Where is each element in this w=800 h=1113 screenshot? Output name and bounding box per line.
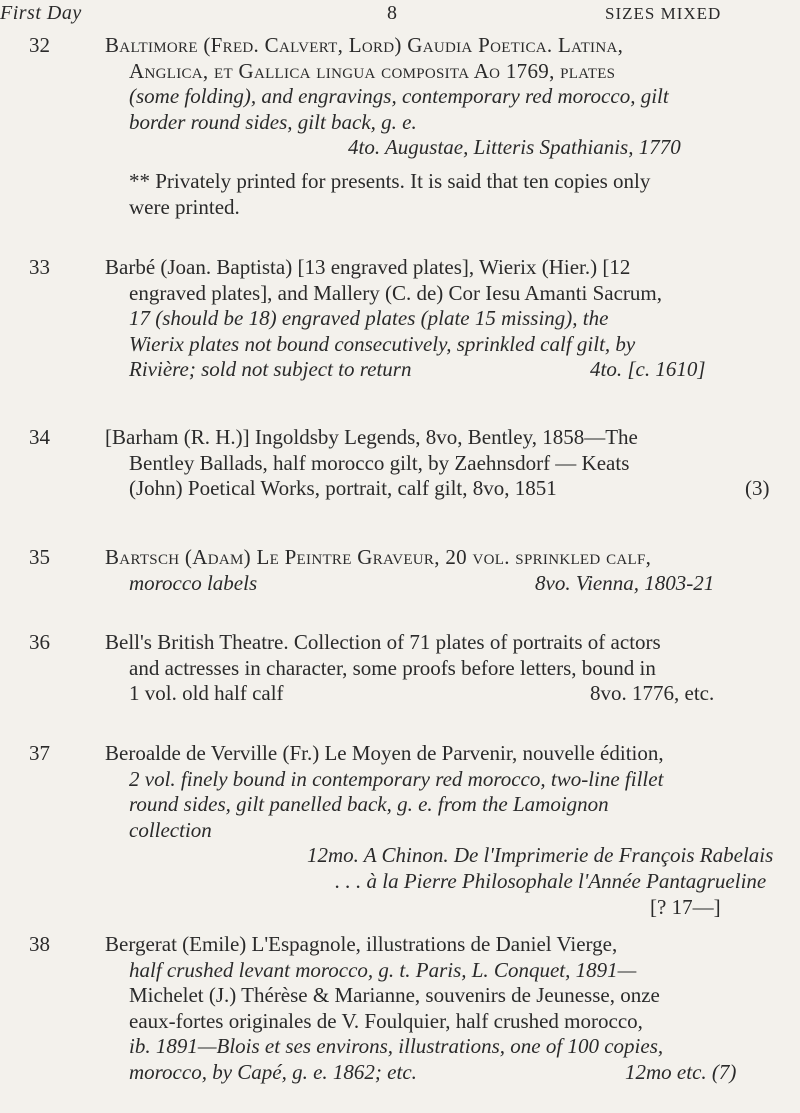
lot-line: ib. 1891—Blois et ses environs, illustrations, one of 100 copies, [129, 1034, 664, 1059]
lot-line-text: Rivière; sold not subject to return [129, 357, 412, 382]
lot-line [105, 476, 780, 502]
lot-line-text: morocco, by Capé, g. e. 1862; etc. [129, 1059, 417, 1084]
lot-line: 2 vol. finely bound in contemporary red morocco, two-line fillet [129, 766, 664, 791]
lot-line-text: morocco labels [129, 570, 258, 595]
lot-number: 32 [29, 33, 50, 57]
lot-date: [? 17—] [650, 894, 721, 919]
lot-line: Bergerat (Emile) L'Espagnole, illustrations de Daniel Vierge, [105, 932, 618, 956]
lot-line: Barbé (Joan. Baptista) [13 engraved plates], Wierix (Hier.) [12 [105, 255, 631, 279]
lot-number: 35 [29, 545, 50, 569]
lot-imprint: 12mo. A Chinon. De l'Imprimerie de François Rabelais [307, 843, 774, 868]
lot-imprint: 8vo. 1776, etc. [590, 681, 715, 706]
lot-description [105, 630, 780, 707]
lot-imprint: 8vo. Vienna, 1803-21 [535, 570, 715, 595]
lot-description [105, 545, 780, 596]
running-header [0, 0, 800, 30]
lot-number: 33 [29, 255, 50, 279]
lot-line: and actresses in character, some proofs before letters, bound in [129, 655, 656, 680]
lot-line: Michelet (J.) Thérèse & Marianne, souvenirs de Jeunesse, onze [129, 983, 660, 1008]
lot-line [105, 357, 780, 383]
lot-number: 38 [29, 932, 50, 956]
lot-line: 17 (should be 18) engraved plates (plate 15 missing), the [129, 306, 609, 331]
lot-description [105, 33, 780, 220]
lot-imprint: 12mo etc. (7) [625, 1059, 737, 1084]
lot-line: Bartsch (Adam) Le Peintre Graveur, 20 vol. sprinkled calf, [105, 545, 652, 569]
lot-number: 34 [29, 425, 50, 449]
lot-line: Wierix plates not bound consecutively, sprinkled calf gilt, by [129, 331, 636, 356]
header-day: First Day [0, 2, 82, 24]
lot-imprint: 4to. Augustae, Litteris Spathianis, 1770 [348, 135, 681, 160]
lot-line-text: (John) Poetical Works, portrait, calf gilt, 8vo, 1851 [129, 476, 557, 501]
lot-line: (some folding), and engravings, contemporary red morocco, gilt [129, 84, 669, 109]
lot-line [105, 681, 780, 707]
lot-note: were printed. [129, 194, 240, 219]
lot-line: Beroalde de Verville (Fr.) Le Moyen de Parvenir, nouvelle édition, [105, 741, 664, 765]
lot-description [105, 932, 780, 1086]
lot-line: eaux-fortes originales de V. Foulquier, half crushed morocco, [129, 1008, 643, 1033]
lot-line: [Barham (R. H.)] Ingoldsby Legends, 8vo, Bentley, 1858—The [105, 425, 638, 449]
lot-line: engraved plates], and Mallery (C. de) Cor Iesu Amanti Sacrum, [129, 280, 663, 305]
lot-number: 37 [29, 741, 50, 765]
lot-description [105, 255, 780, 383]
lot-note: ** Privately printed for presents. It is said that ten copies only [129, 168, 651, 193]
lot-line: round sides, gilt panelled back, g. e. from the Lamoignon [129, 792, 609, 817]
lot-line: collection [129, 817, 212, 842]
lot-line-text: 1 vol. old half calf [129, 681, 284, 706]
header-section: SIZES MIXED [605, 4, 722, 23]
lot-description [105, 425, 780, 502]
page-number: 8 [387, 2, 398, 24]
lot-line: Bentley Ballads, half morocco gilt, by Zaehnsdorf — Keats [129, 450, 630, 475]
lot-line: border round sides, gilt back, g. e. [129, 109, 417, 134]
lot-quantity: (3) [745, 476, 770, 501]
lot-description [105, 741, 780, 920]
lot-imprint: . . . à la Pierre Philosophale l'Année Pantagrueline [335, 868, 767, 893]
lot-imprint: 4to. [c. 1610] [590, 357, 706, 382]
lot-line: Bell's British Theatre. Collection of 71 plates of portraits of actors [105, 630, 661, 654]
lot-line: Baltimore (Fred. Calvert, Lord) Gaudia Poetica. Latina, [105, 33, 624, 57]
lot-line [105, 571, 780, 597]
lot-line: half crushed levant morocco, g. t. Paris, L. Conquet, 1891— [129, 957, 637, 982]
lot-line: Anglica, et Gallica lingua composita Ao 1769, plates [129, 58, 616, 83]
lot-number: 36 [29, 630, 50, 654]
lot-line [105, 1060, 780, 1086]
